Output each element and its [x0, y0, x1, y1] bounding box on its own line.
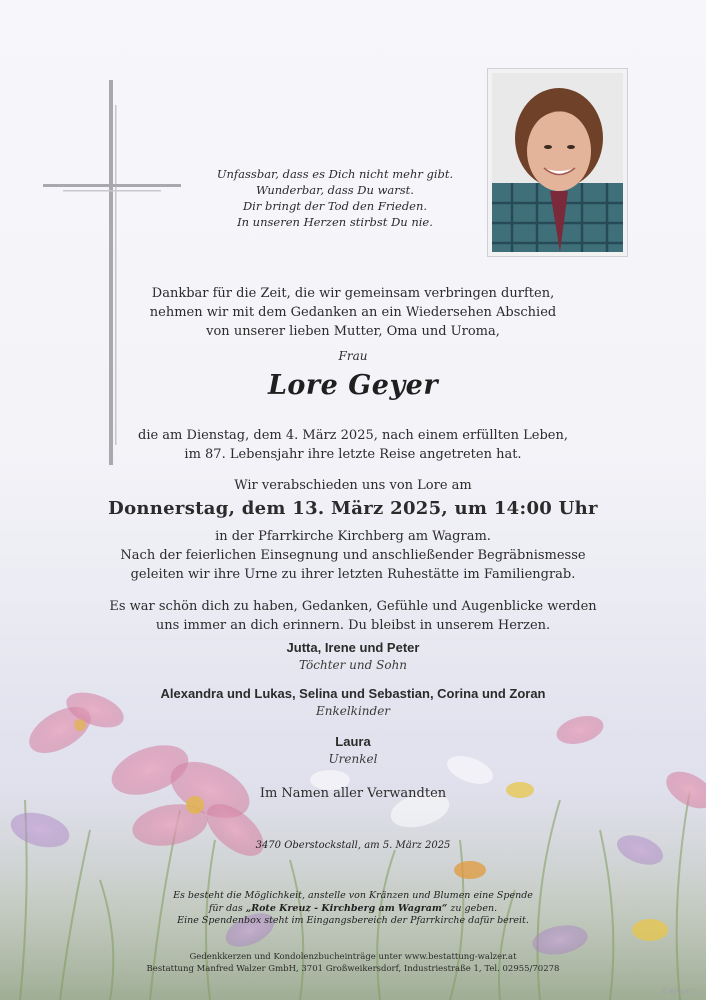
deceased-name: Lore Geyer [267, 370, 439, 401]
ceremony-line: in der Pfarrkirche Kirchberg am Wagram. [215, 529, 491, 544]
corner-mark: © EP 5317 [662, 989, 696, 996]
farewell-intro: Wir verabschieden uns von Lore am [234, 478, 472, 493]
footer-line: Bestattung Manfred Walzer GmbH, 3701 Großweikersdorf, Industriestraße 1, Tel. 02955/70278 [146, 963, 560, 974]
mourner-relation: Enkelkinder [315, 704, 391, 718]
mourner-names: Jutta, Irene und Peter [286, 640, 420, 655]
mourner-relation: Urenkel [328, 752, 378, 766]
donation-recipient: „Rote Kreuz - Kirchberg am Wagram“ [245, 902, 448, 914]
donation-text: für das [208, 902, 246, 914]
place-date: 3470 Oberstockstall, am 5. März 2025 [255, 840, 451, 851]
poem [190, 166, 480, 230]
ceremony-line: Nach der feierlichen Einsegnung und anschließender Begräbnismesse [120, 548, 586, 563]
intro-line: Dankbar für die Zeit, die wir gemeinsam verbringen durften, [151, 286, 555, 301]
memory-line: uns immer an dich erinnern. Du bleibst in unserem Herzen. [155, 618, 551, 633]
ceremony-line: geleiten wir ihre Urne zu ihrer letzten Ruhestätte im Familiengrab. [130, 567, 576, 582]
ceremony-details [0, 527, 706, 584]
death-line: im 87. Lebensjahr ihre letzte Reise angetreten hat. [184, 447, 522, 462]
memory-line: Es war schön dich zu haben, Gedanken, Gefühle und Augenblicke werden [109, 599, 597, 614]
mourner-names: Laura [335, 734, 371, 749]
latin-cross-icon [43, 80, 183, 470]
ceremony-date: Donnerstag, dem 13. März 2025, um 14:00 Uhr [108, 498, 598, 519]
portrait-frame [487, 68, 628, 257]
poem-line: In unseren Herzen stirbst Du nie. [237, 215, 433, 229]
donation-text: zu geben. [447, 902, 498, 914]
intro-line: nehmen wir mit dem Gedanken an ein Wiedersehen Abschied [149, 305, 557, 320]
portrait-photo [492, 73, 623, 252]
footer [0, 952, 706, 975]
poem-line: Dir bringt der Tod den Frieden. [242, 199, 428, 213]
intro-line: von unserer lieben Mutter, Oma und Uroma, [206, 324, 500, 339]
mourner-names: Alexandra und Lukas, Selina und Sebastian, Corina und Zoran [160, 686, 546, 701]
salutation: Frau [338, 349, 368, 363]
donation-line [0, 903, 706, 916]
death-notice [0, 426, 706, 464]
mourner-relation: Töchter und Sohn [298, 658, 408, 672]
intro-text [0, 284, 706, 341]
death-line: die am Dienstag, dem 4. März 2025, nach einem erfüllten Leben, [138, 428, 568, 443]
poem-line: Unfassbar, dass es Dich nicht mehr gibt. [216, 167, 454, 181]
footer-line: Gedenkkerzen und Kondolenzbucheinträge unter www.bestattung-walzer.at [189, 952, 517, 962]
poem-line: Wunderbar, dass Du warst. [256, 183, 414, 197]
relatives-line: Im Namen aller Verwandten [259, 786, 447, 801]
donation-line: Es besteht die Möglichkeit, anstelle von Kränzen und Blumen eine Spende [173, 890, 533, 901]
donation-note [0, 890, 706, 928]
donation-line: Eine Spendenbox steht im Eingangsbereich der Pfarrkirche dafür bereit. [177, 915, 529, 926]
memory-text [0, 597, 706, 635]
